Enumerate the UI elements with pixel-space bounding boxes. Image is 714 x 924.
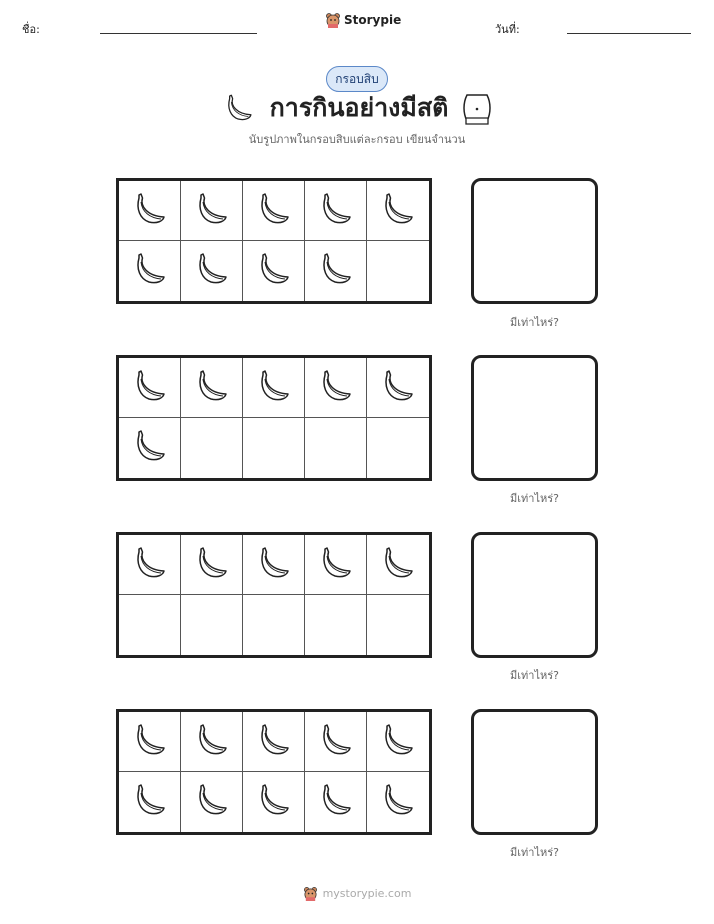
frame-cell (181, 241, 243, 301)
frame-cell (367, 595, 429, 655)
banana-icon (378, 189, 418, 233)
frame-cell (181, 712, 243, 772)
instructions: นับรูปภาพในกรอบสิบแต่ละกรอบ เขียนจำนวน (248, 133, 466, 146)
frame-cell (367, 358, 429, 418)
frame-cell (367, 535, 429, 595)
brand-name: Storypie (344, 13, 402, 27)
banana-icon (316, 543, 356, 587)
frame-cell (119, 535, 181, 595)
frame-cell (119, 358, 181, 418)
banana-icon (254, 189, 294, 233)
topic-badge: กรอบสิบ (326, 66, 388, 92)
banana-icon (192, 720, 232, 764)
banana-icon (130, 426, 170, 470)
frame-cell (119, 772, 181, 832)
frame-cell (243, 772, 305, 832)
frame-cell (243, 358, 305, 418)
banana-icon (192, 189, 232, 233)
banana-icon (316, 366, 356, 410)
ten-frame-4 (116, 709, 432, 835)
date-line[interactable] (567, 33, 691, 34)
frame-cell (305, 772, 367, 832)
frame-cell (243, 535, 305, 595)
page-title: การกินอย่างมีสติ (269, 93, 449, 122)
frame-cell (305, 712, 367, 772)
frame-cell (119, 712, 181, 772)
banana-icon (316, 780, 356, 824)
banana-icon (222, 91, 256, 125)
frame-cell (367, 181, 429, 241)
frame-cell (367, 418, 429, 478)
answer-box-1[interactable] (471, 178, 598, 304)
frame-cell (243, 418, 305, 478)
frame-cell (181, 772, 243, 832)
frame-cell (119, 181, 181, 241)
frame-cell (305, 535, 367, 595)
banana-icon (130, 366, 170, 410)
frame-cell (243, 241, 305, 301)
banana-icon (378, 543, 418, 587)
frame-cell (181, 181, 243, 241)
answer-prompt-4: มีเท่าไหร่? (510, 846, 559, 859)
banana-icon (130, 189, 170, 233)
frame-cell (181, 358, 243, 418)
bear-logo-icon (325, 12, 341, 28)
banana-icon (192, 780, 232, 824)
banana-icon (130, 720, 170, 764)
name-label: ชื่อ: (22, 23, 40, 36)
frame-cell (305, 181, 367, 241)
answer-prompt-3: มีเท่าไหร่? (510, 669, 559, 682)
banana-icon (192, 249, 232, 293)
frame-cell (305, 418, 367, 478)
ten-frame-2 (116, 355, 432, 481)
frame-cell (181, 418, 243, 478)
name-line[interactable] (100, 33, 257, 34)
brand (325, 12, 401, 28)
banana-icon (378, 780, 418, 824)
frame-cell (367, 772, 429, 832)
answer-prompt-1: มีเท่าไหร่? (510, 316, 559, 329)
belly-icon (462, 91, 492, 125)
frame-cell (305, 595, 367, 655)
frame-cell (119, 595, 181, 655)
frame-cell (243, 712, 305, 772)
frame-cell (305, 241, 367, 301)
banana-icon (316, 249, 356, 293)
ten-frame-1 (116, 178, 432, 304)
answer-box-2[interactable] (471, 355, 598, 481)
frame-cell (119, 241, 181, 301)
banana-icon (130, 249, 170, 293)
banana-icon (254, 720, 294, 764)
frame-cell (181, 535, 243, 595)
banana-icon (254, 780, 294, 824)
title-row (0, 88, 714, 128)
banana-icon (130, 543, 170, 587)
banana-icon (378, 720, 418, 764)
banana-icon (254, 366, 294, 410)
banana-icon (378, 366, 418, 410)
answer-box-3[interactable] (471, 532, 598, 658)
frame-cell (119, 418, 181, 478)
frame-cell (367, 241, 429, 301)
banana-icon (316, 720, 356, 764)
answer-box-4[interactable] (471, 709, 598, 835)
bear-logo-icon (303, 886, 318, 901)
frame-cell (305, 358, 367, 418)
answer-prompt-2: มีเท่าไหร่? (510, 492, 559, 505)
banana-icon (254, 249, 294, 293)
frame-cell (181, 595, 243, 655)
frame-cell (243, 181, 305, 241)
ten-frame-3 (116, 532, 432, 658)
footer (0, 886, 714, 901)
date-label: วันที่: (495, 23, 520, 36)
banana-icon (192, 366, 232, 410)
footer-url: mystorypie.com (322, 887, 412, 900)
frame-cell (367, 712, 429, 772)
banana-icon (316, 189, 356, 233)
banana-icon (254, 543, 294, 587)
banana-icon (192, 543, 232, 587)
banana-icon (130, 780, 170, 824)
frame-cell (243, 595, 305, 655)
